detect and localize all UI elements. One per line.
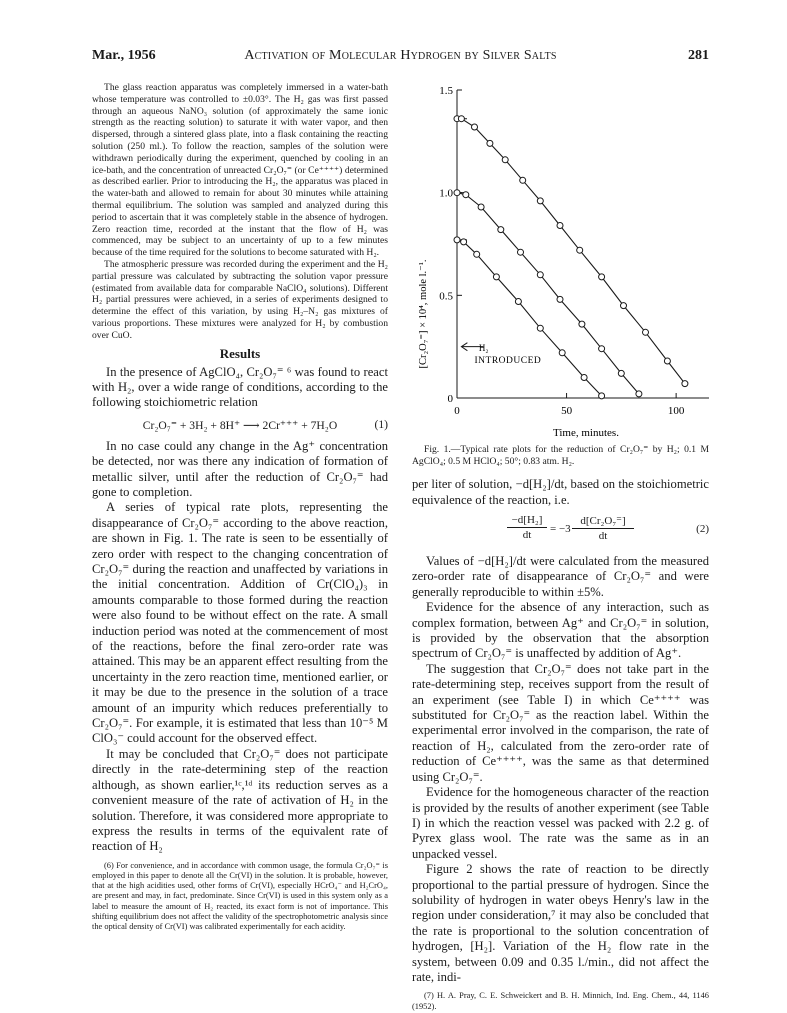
equation-1-body: Cr₂O₇⁼ + 3H₂ + 8H⁺ ⟶ 2Cr⁺⁺⁺ + 7H₂O	[142, 418, 338, 432]
equation-2-lhs	[507, 514, 547, 541]
y-tick-label: 1.5	[439, 85, 453, 97]
series-1-point	[537, 198, 543, 204]
equation-2-rhs-denominator: dt	[598, 530, 608, 542]
equation-2-rhs-numerator: d[Cr₂O₇⁼]	[572, 514, 634, 529]
series-3-line	[457, 240, 602, 396]
equation-1-number: (1)	[374, 417, 388, 431]
x-axis-label: Time, minutes.	[553, 427, 619, 439]
pressure-paragraph: The atmospheric pressure was recorded during the experiment and the H₂ partial pressure was calculated by subtracting the solution vapor pressure (estimated from available data for comparable NaClO₄ solutions). Different H₂ partial pressures were achieved, in a series of experiments designed to determine the effect of this variation, by using H₂–N₂ gas mixtures of various proportions. These mixtures were analyzed for H₂ by combustion over CuO.	[92, 258, 388, 341]
series-1-point	[664, 358, 670, 364]
y-tick-label: 0	[447, 393, 453, 405]
series-1-point	[557, 223, 563, 229]
series-2-point	[478, 204, 484, 210]
series-3-point	[461, 239, 467, 245]
series-3-point	[515, 299, 521, 305]
page-header	[92, 48, 709, 68]
series-3-point	[474, 251, 480, 257]
results-heading: Results	[219, 345, 261, 361]
y-tick-label: 1.0	[439, 187, 453, 200]
series-1-point	[577, 247, 583, 253]
series-1-point	[621, 303, 627, 309]
annotation-introduced: INTRODUCED	[474, 356, 542, 367]
x-tick-label: 0	[454, 405, 460, 417]
page-number: 281	[688, 48, 709, 63]
series-3-point	[454, 237, 460, 243]
running-title: Activation of Molecular Hydrogen by Silver Salts	[244, 48, 557, 63]
rate-plot-chart	[412, 82, 709, 444]
series-2-point	[463, 192, 469, 198]
apparatus-paragraph: The glass reaction apparatus was completely immersed in a water-bath whose temperature was controlled to ±0.03°. The H₂ gas was first passed through an aqueous NaNO₃ solution (of approximately the same ionic strength as the reacting solution) to saturate it with water vapor, and then dispersed, through a sintered glass plate, into a flask containing the reacting solution (250 ml.). To follow the reaction, samples of the solution were withdrawn periodically during the experiment, quenched by cooling in an ice-bath, and the concentration of unreacted Cr₂O₇⁼ (or Ce⁺⁺⁺⁺) determined as described earlier. Prior to introducing the H₂, the apparatus was placed in the water-bath and allowed to remain for about 30 minutes while attaining thermal equilibrium. The solution was sampled and analyzed during this period to ascertain that it was completely stable in the absence of hydrogen. Zero reaction time, recorded at the instant that the flow of H₂ was commenced, may be subject to an uncertainty of up to a few minutes because of the time required for the solutions to become saturated with H₂.	[92, 82, 388, 259]
equation-2	[412, 514, 709, 548]
series-1-point	[520, 177, 526, 183]
figure-1-caption: Fig. 1.—Typical rate plots for the reduction of Cr₂O₇⁼ by H₂; 0.1 M AgClO₄; 0.5 M HClO₄; 50°; 0.83 atm. H₂.	[412, 444, 709, 467]
continuation-paragraph: per liter of solution, −d[H₂]/dt, based on the stoichiometric equivalence of the reaction, i.e.	[412, 477, 709, 507]
equation-2-lhs-numerator: −d[H₂]	[507, 514, 547, 528]
equation-2-sign: = −3	[550, 523, 571, 535]
y-axis-label: [Cr₂O₇⁼] × 10⁴, mole l.⁻¹.	[418, 259, 429, 369]
series-2-point	[579, 321, 585, 327]
y-tick-label: 0.5	[439, 290, 453, 303]
values-paragraph: Values of −d[H₂]/dt were calculated from the measured zero-order rate of disappearance of Cr₂O₇⁼ and were generally reproducible to within ±5%.	[412, 554, 709, 599]
series-3-point	[559, 350, 565, 356]
series-2-point	[636, 391, 642, 397]
series-3-point	[599, 393, 605, 399]
series-1-point	[472, 124, 478, 130]
results-intro-paragraph: In the presence of AgClO₄, Cr₂O₇⁼ ⁶ was found to react with H₂, over a wide range of conditions, according to the following stoichiometric relation	[92, 364, 388, 410]
series-3-point	[537, 325, 543, 331]
chart-axes	[457, 90, 709, 398]
series-2-point	[557, 296, 563, 302]
equation-2-number: (2)	[696, 523, 709, 535]
equation-1	[92, 418, 388, 432]
x-tick-label: 50	[561, 405, 573, 417]
rate-plots-paragraph: A series of typical rate plots, representing the disappearance of Cr₂O₇⁼ according to the above reaction, are shown in Fig. 1. The rate is seen to be essentially of zero order with respect to the changing concentration of Cr₂O₇⁼ during the reaction and unaffected by variations in the initial concentration. Addition of Cr(ClO₄)₃ in amounts comparable to those formed during the reaction were also found to be without effect on the rate. A small induction period was noted at the commencement of most of the reactions, before the final zero-order rate was attained. This may be an apparent effect resulting from the uncertainty in the zero reaction time, mentioned earlier, or it may be due to the presence in the solution of a trace amount of an impurity which reduces preferentially to Cr₂O₇⁼. For example, it is estimated that less than 10⁻⁵ M ClO₃⁻ could account for the observed effect.	[92, 500, 388, 746]
ag-concentration-paragraph: In no case could any change in the Ag⁺ concentration be detected, nor was there any indication of formation of metallic silver, until after the reduction of Cr₂O₇⁼ had gone to completion.	[92, 438, 388, 499]
figure-1	[412, 82, 709, 444]
series-2-point	[454, 190, 460, 196]
conclusion-paragraph: It may be concluded that Cr₂O₇⁼ does not participate directly in the rate-determining step of the reaction although, as shown earlier,¹ᶜ,¹ᵈ its reduction serves as a convenient measure of the rate of activation of H₂ in the solution. Therefore, it was considered more appropriate to express the results in terms of the equivalent rate of reaction of H₂	[92, 746, 388, 854]
series-1-point	[599, 274, 605, 280]
equation-2-lhs-denominator: dt	[522, 529, 532, 541]
series-2-point	[518, 249, 524, 255]
figure-2-paragraph: Figure 2 shows the rate of reaction to be directly proportional to the partial pressure of hydrogen. Since the solubility of hydrogen in water obeys Henry's law in the region under consideration,⁷ it may also be concluded that the rate is proportional to the solution concentration of hydrogen, [H₂]. Variation of the H₂ flow rate in the system, between 0.09 and 0.35 l./min., did not affect the rate, indi-	[412, 862, 709, 984]
series-2-point	[498, 227, 504, 233]
suggestion-paragraph: The suggestion that Cr₂O₇⁼ does not take part in the rate-determining step, receives support from the result of an experiment (see Table I) in which Ce⁺⁺⁺⁺ was substituted for Cr₂O₇⁼ as the reaction label. Within the experimental error involved in the comparison, the rate of reaction of H₂, calculated from the zero-order rate of reduction of Ce⁺⁺⁺⁺, was the same as that determined using Cr₂O₇⁼.	[412, 661, 709, 784]
annotation-h2: H₂	[478, 342, 489, 353]
series-1-line	[457, 119, 685, 384]
right-column	[412, 82, 709, 1012]
chart-annotations	[461, 343, 541, 366]
series-3-point	[493, 274, 499, 280]
series-1-point	[487, 140, 493, 146]
interaction-paragraph: Evidence for the absence of any interaction, such as complex formation, between Ag⁺ and Cr₂O₇⁼ in solution, is provided by the observation that the absorption spectrum of Cr₂O₇⁼ is unaffected by addition of Ag⁺.	[412, 600, 709, 661]
footnote-7: (7) H. A. Pray, C. E. Schweickert and B. H. Minnich, Ind. Eng. Chem., 44, 1146 (1952).	[412, 991, 709, 1011]
issue-date: Mar., 1956	[92, 48, 156, 63]
equation-2-rhs	[572, 514, 634, 542]
series-1-point	[502, 157, 508, 163]
series-1-point	[643, 329, 649, 335]
series-2-point	[618, 370, 624, 376]
series-1-point	[458, 116, 464, 122]
left-column	[92, 82, 388, 932]
series-2-point	[537, 272, 543, 278]
x-tick-label: 100	[667, 405, 685, 417]
footnote-6: (6) For convenience, and in accordance with common usage, the formula Cr₂O₇⁼ is employed in this paper to denote all the Cr(VI) in the solution. It is probable, however, that at the high acidities used, other forms of Cr(VI), especially HCrO₄⁻ and H₂CrO₄, are present and may, in fact, predominate. Since Cr(VI) is used in this system only as a label to measure the amount of H₂ reacted, its exact form is not of importance. This shifting equilibrium does not affect the validity of the spectrophotometric analysis since the optical density of Cr(VI) was calibrated experimentally for each acidity.	[92, 860, 388, 931]
series-1-point	[682, 381, 688, 387]
series-3-point	[581, 375, 587, 381]
series-2-point	[599, 346, 605, 352]
homogeneous-paragraph: Evidence for the homogeneous character of the reaction is provided by the results of another experiment (see Table I) in which the reaction vessel was packed with 2.2 g. of Pyrex glass wool. The rate was the same as in an unpacked vessel.	[412, 785, 709, 861]
